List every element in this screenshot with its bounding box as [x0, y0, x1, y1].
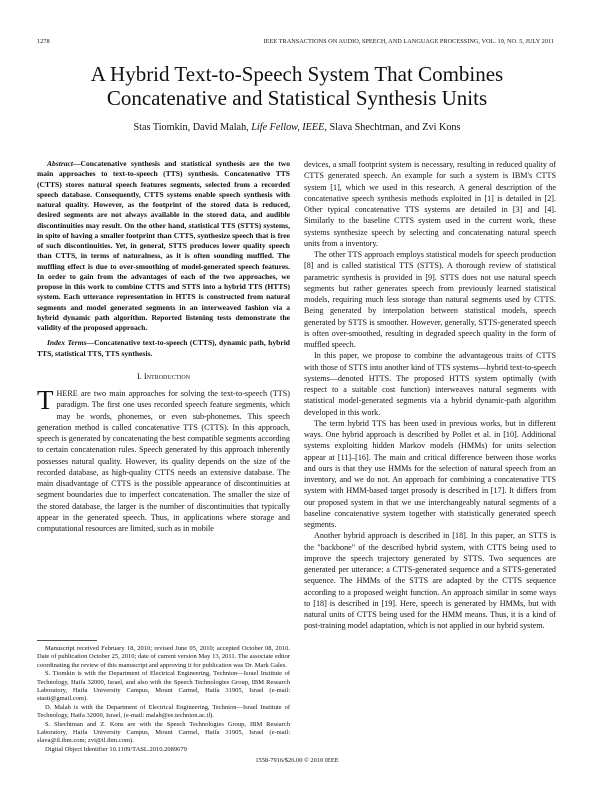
journal-name: IEEE TRANSACTIONS ON AUDIO, SPEECH, AND LANGUAGE PROCESSING, VOL. 19, NO. 5, JULY 2011 [263, 38, 554, 45]
title-line-1: A Hybrid Text-to-Speech System That Combines [90, 62, 504, 86]
right-paragraph-5: Another hybrid approach is described in [18]. In this paper, an STTS is the "backbone" of the described hybrid system, with CTTS being used to improve the speech trajectory generated by STTS. Two sequences are generated per utterance: a CTTS-generated sequence and a STTS-generated sequence. The HMMs of the STTS are adapted by the CTTS sequence according to a proposed weight function. An approach similar in some ways to [18] is described in [19]. Here, speech is generated by HMMs, but with natural units of CTTS being used for the HMM means. Thus, it is a kind of post-training model adaptation, which is not applied in our hybrid system. [304, 531, 556, 631]
footnote-shechtman-kons: S. Shechtman and Z. Kons are with the Speech Technologies Group, IBM Research Laboratory, Haifa University Campus, Mount Carmel, Haifa 31905, Israel (e-mail: slava@il.ibm.com; zvi@il.ibm.com). [37, 720, 290, 745]
abstract [37, 159, 290, 359]
footnote-rule [37, 640, 97, 641]
author-2-fellow: Life Fellow, IEEE, [251, 122, 327, 133]
abstract-text: Concatenative synthesis and statistical synthesis are the two main approaches to text-to-speech (TTS) synthesis. Concatenative TTS (CTTS) stores natural speech features segments, selected from a recorded speech database. Consequently, CTTS systems enable speech synthesis with natural quality. However, as the footprint of the stored data is reduced, desired segments are not always available in the stored data, and audible discontinuities may result. On the other hand, statistical TTS (STTS) systems, in spite of having a smaller footprint than CTTS, synthesize speech that is free of such discontinuities. Yet, in general, STTS produces lower quality speech than CTTS, in terms of naturalness, as it is often sounding muffled. The muffling effect is due to over-smoothing of model-generated speech features. In order to gain from the advantages of each of the two approaches, we propose in this work to combine CTTS and STTS into a hybrid TTS (HTTS) system. Each utterance representation in HTTS is constructed from natural segments and model generated segments in an interweaved fashion via a hybrid dynamic path algorithm. Reported listening tests demonstrate the validity of the proposed approach. [37, 159, 290, 332]
author-2: David Malah, [192, 122, 249, 133]
intro-text: HERE are two main approaches for solving the text-to-speech (TTS) paradigm. The first one uses recorded speech feature segments, which may be words, phonemes, or even sub-phonemes. This speech generation method is called concatenative TTS (CTTS). In this approach, speech is generated by concatenating the best compatible segments according to certain concatenation rules. Speech generated by this approach inherently possesses natural quality. However, its quality depends on the size of the recorded database, as high-quality CTTS needs an extensive database. The main disadvantage of CTTS is the possible appearance of discontinuities at segment boundaries due to imperfect concatenation. The smaller the size of the stored database, the larger is the number of discontinuities that typically appear in the generated speech. Thus, in applications where storage and computational resources are limited, such as in mobile [37, 389, 290, 533]
intro-paragraph [37, 385, 290, 534]
index-terms-label: Index Terms— [47, 338, 95, 348]
footnote-manuscript: Manuscript received February 18, 2010; revised June 05, 2010; accepted October 08, 2010. Date of publication October 25, 2010; date of current version May 13, 2011. The associate editor coordinating the review of this manuscript and approving it for publication was Dr. Mark Gales. [37, 645, 290, 669]
right-paragraph-1: devices, a small footprint system is necessary, resulting in reduced quality of CTTS generated speech. An example for such a system is IBM's CTTS system [1], which we used in this research. A general description of the concatenative speech synthesis methods exploited in [1] is detailed in [2]. Other typical concatenative TTS systems are detailed in [3] and [4]. Similarly to the baseline CTTS system used in the current work, these systems synthesize speech by selecting and concatenating natural speech units from a inventory. [304, 160, 556, 248]
abstract-label: Abstract— [47, 159, 81, 168]
drop-cap: T [37, 385, 54, 415]
footnote-doi: Digital Object Identifier 10.1109/TASL.2010.2089679 [45, 745, 187, 753]
footnote-malah: D. Malah is with the Department of Electrical Engineering, Technion—Israel Institute of Technology, Haifa 32000, Israel, (e-mail: malah@ee.technion.ac.il). [37, 703, 290, 720]
author-and: and [405, 122, 420, 133]
left-column [37, 159, 290, 534]
footnote-tiomkin: S. Tiomkin is with the Department of Electrical Engineering, Technion—Israel Institute of Technology, Haifa 32000, Israel, and also with the Speech Technologies Group, IBM Research Laboratory, Haifa University Campus, Mount Carmel, Haifa 31905, Israel (e-mail: stasti@gmail.com). [37, 670, 290, 703]
author-4: Zvi Kons [422, 122, 461, 133]
section-heading [37, 371, 290, 382]
right-column [304, 159, 556, 632]
author-1: Stas Tiomkin, [133, 122, 191, 133]
paper-title [30, 62, 564, 110]
section-title: Introduction [143, 371, 191, 381]
author-3: Slava Shechtman, [329, 122, 403, 133]
author-list [30, 122, 564, 133]
copyright-footer: 1558-7916/$26.00 © 2010 IEEE [255, 757, 339, 764]
section-number: I. [136, 371, 142, 381]
footnotes [37, 645, 290, 754]
right-paragraph-3: In this paper, we propose to combine the advantageous traits of CTTS with those of STTS into another kind of TTS systems—hybrid text-to-speech systems—denoted HTTS. The proposed HTTS system optimally (with respect to a suitable cost function) interweaves natural segments with statistical model-generated segments via a hybrid dynamic-path algorithm developed in this work. [304, 351, 556, 417]
right-paragraph-4: The term hybrid TTS has been used in previous works, but in different ways. One hybrid approach is described by Pollet et al. in [10]. Additional systems exploiting hidden Markov models (HMMs) for units selection appear at [11]–[16]. The main and critical difference between those works and ours is that they use HMMs for the selection of natural speech from an inventory, and we do not. An approach for combining a concatenative TTS system with HMM-based target prosody is described in [17]. It differs from our proposed system in that we use interchangeably natural segments of a baseline concatenative system together with statistically generated speech segments. [304, 418, 556, 529]
page-number: 1278 [37, 38, 50, 45]
index-terms-text: Concatenative text-to-speech (CTTS), dynamic path, hybrid TTS, statistical TTS, TTS synthesis. [37, 338, 290, 358]
right-paragraph-2: The other TTS approach employs statistical models for speech production [8] and is called statistical TTS (STTS). A thorough review of statistical parametric synthesis is provided in [9]. STTS does not use natural speech segments but rather generates speech from previously learned statistical models, requiring much less storage than natural segments used by CTTS. Being generated by interpolation between statistical models, speech generated by STTS is smoother. However, generally, STTS-generated speech is often over-smoothed, resulting in degraded speech quality in the form of muffled speech. [304, 250, 556, 349]
title-line-2: Concatenative and Statistical Synthesis Units [106, 86, 488, 110]
